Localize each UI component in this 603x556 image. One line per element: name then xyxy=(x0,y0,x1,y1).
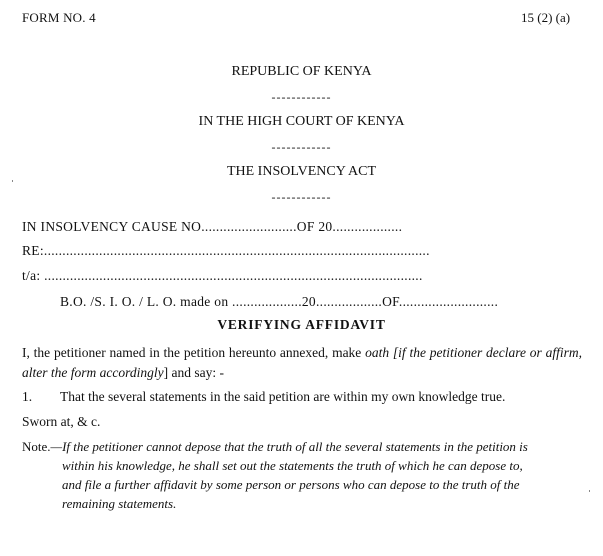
separator-1: ------------ xyxy=(271,90,332,104)
insolvency-cause-line: IN INSOLVENCY CAUSE NO..........................OF 20................... xyxy=(22,219,403,234)
re-line: RE:......................................................................................................... xyxy=(22,243,430,258)
scan-speck xyxy=(589,490,590,492)
note-line-3: and file a further affidavit by some person or persons who can depose to the truth of the xyxy=(62,477,520,492)
intro-text-end: ] and say: - xyxy=(163,365,224,380)
intro-oath-text: oath [if the petitioner declare or xyxy=(365,345,542,360)
sworn-line: Sworn at, & c. xyxy=(22,414,101,429)
note-label: Note. xyxy=(22,439,51,454)
separator-2: ------------ xyxy=(271,140,332,154)
note-line-2: within his knowledge, he shall set out the statements the truth of which he can depose to, xyxy=(62,458,523,473)
scan-speck xyxy=(12,180,13,182)
note-line-1: —If the petitioner cannot depose that the truth of all the several statements in the petition is xyxy=(50,439,528,454)
intro-affirm-text: affirm, alter the form accordingly xyxy=(22,345,582,380)
separator-3: ------------ xyxy=(271,190,332,204)
note-line-4: remaining statements. xyxy=(62,496,177,511)
form-number: FORM NO. 4 xyxy=(22,10,96,25)
form-reference: 15 (2) (a) xyxy=(521,10,571,25)
intro-text-start: I, the petitioner named in the petition hereunto annexed, make xyxy=(22,345,366,360)
note-block xyxy=(22,437,582,513)
act-heading: THE INSOLVENCY ACT xyxy=(226,164,377,179)
affidavit-heading: VERIFYING AFFIDAVIT xyxy=(217,317,386,332)
republic-heading: REPUBLIC OF KENYA xyxy=(231,64,372,79)
order-line: B.O. /S. I. O. / L. O. made on ...................20..................OF........................... xyxy=(60,294,499,309)
court-heading: IN THE HIGH COURT OF KENYA xyxy=(198,114,405,129)
trading-as-line: t/a: ....................................................................................................... xyxy=(22,268,423,283)
item-number: 1. xyxy=(22,389,33,404)
item-text: That the several statements in the said petition are within my own knowledge true. xyxy=(60,389,506,404)
affidavit-intro xyxy=(22,343,582,383)
